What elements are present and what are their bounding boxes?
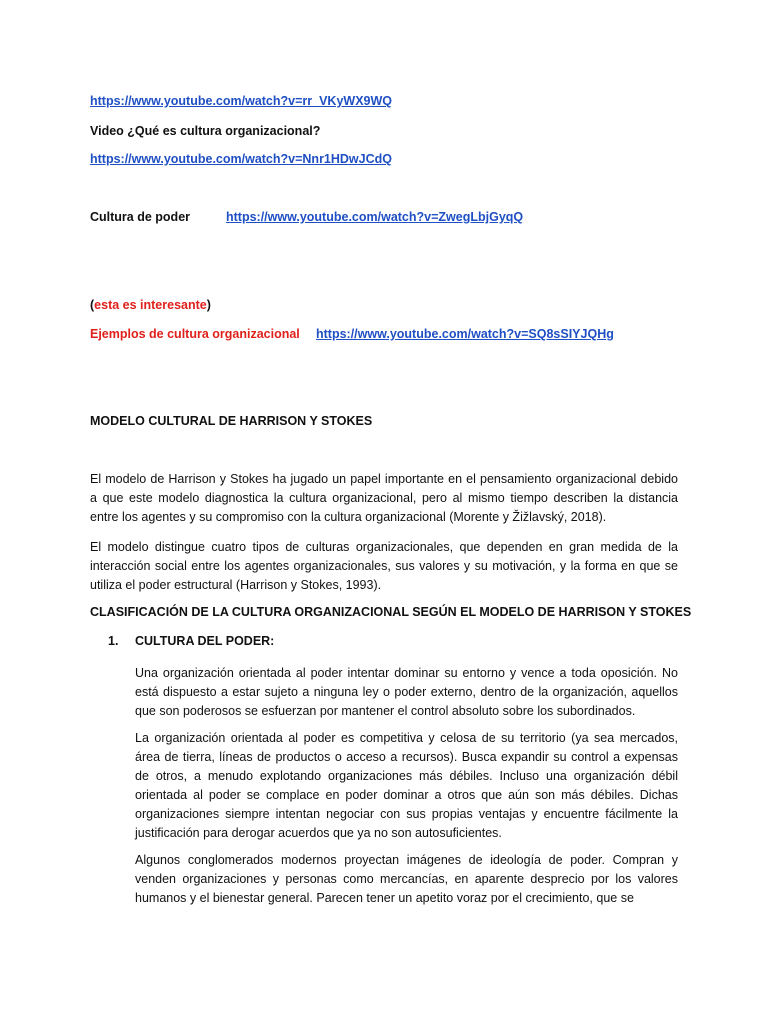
paragraph-1: El modelo de Harrison y Stokes ha jugado un papel importante en el pensamiento organizacional debido a que este modelo diagnostica la cultura organizacional, pero al mismo tiempo describen la distancia entre los agentes y su compromiso con la cultura organizacional (Morente y Žižlavský, 2018).	[90, 472, 678, 524]
paren-close: )	[206, 298, 211, 312]
classification-title: CLASIFICACIÓN DE LA CULTURA ORGANIZACIONAL SEGÚN EL MODELO DE HARRISON Y STOKES	[90, 605, 692, 619]
youtube-link-3[interactable]: https://www.youtube.com/watch?v=ZwegLbjGyqQ	[226, 210, 524, 224]
youtube-link-4[interactable]: https://www.youtube.com/watch?v=SQ8sSIYJQHg	[316, 327, 614, 341]
paragraph-5: Algunos conglomerados modernos proyectan imágenes de ideología de poder. Compran y venden organizaciones y personas como mercancías, en aparente desprecio por los valores humanos y el bienestar general. Parecen tener un apetito voraz por el crecimiento, que se	[135, 853, 678, 905]
interesting-note	[90, 298, 211, 312]
paren-open: (	[90, 298, 95, 312]
video-label: Video ¿Qué es cultura organizacional?	[90, 124, 321, 138]
paragraph-4: La organización orientada al poder es competitiva y celosa de su territorio (ya sea mercados, área de tierra, líneas de productos o acceso a recursos). Busca expandir su control a expensas de otros, a menudo explotando organizaciones más débiles. Incluso una organización débil orientada al poder se complace en poder dominar a otros que aún son más débiles. Dichas organizaciones siempre intentan negociar con sus propias ventajas y encuentre fácilmente la justificación para derogar acuerdos que ya no son autosuficientes.	[135, 731, 678, 840]
paragraph-2: El modelo distingue cuatro tipos de culturas organizacionales, que dependen en gran medida de la interacción social entre los agentes organizacionales, sus valores y su motivación, y la forma en que se utiliza el poder estructural (Harrison y Stokes, 1993).	[90, 540, 678, 592]
interesting-text: esta es interesante	[94, 298, 207, 312]
examples-label: Ejemplos de cultura organizacional	[90, 327, 300, 341]
youtube-link-1[interactable]: https://www.youtube.com/watch?v=rr_VKyWX9WQ	[90, 94, 393, 108]
paragraph-3: Una organización orientada al poder intentar dominar su entorno y vence a toda oposición. No está dispuesto a estar sujeto a ninguna ley o poder externo, dentro de la organización, aquellos que son poderosos se esfuerzan por mantener el control absoluto sobre los subordinados.	[135, 666, 678, 718]
list-item-power-culture: CULTURA DEL PODER:	[135, 634, 275, 648]
power-culture-label: Cultura de poder	[90, 210, 191, 224]
youtube-link-2[interactable]: https://www.youtube.com/watch?v=Nnr1HDwJCdQ	[90, 152, 392, 166]
list-number: 1.	[108, 634, 119, 648]
model-title: MODELO CULTURAL DE HARRISON Y STOKES	[90, 414, 373, 428]
